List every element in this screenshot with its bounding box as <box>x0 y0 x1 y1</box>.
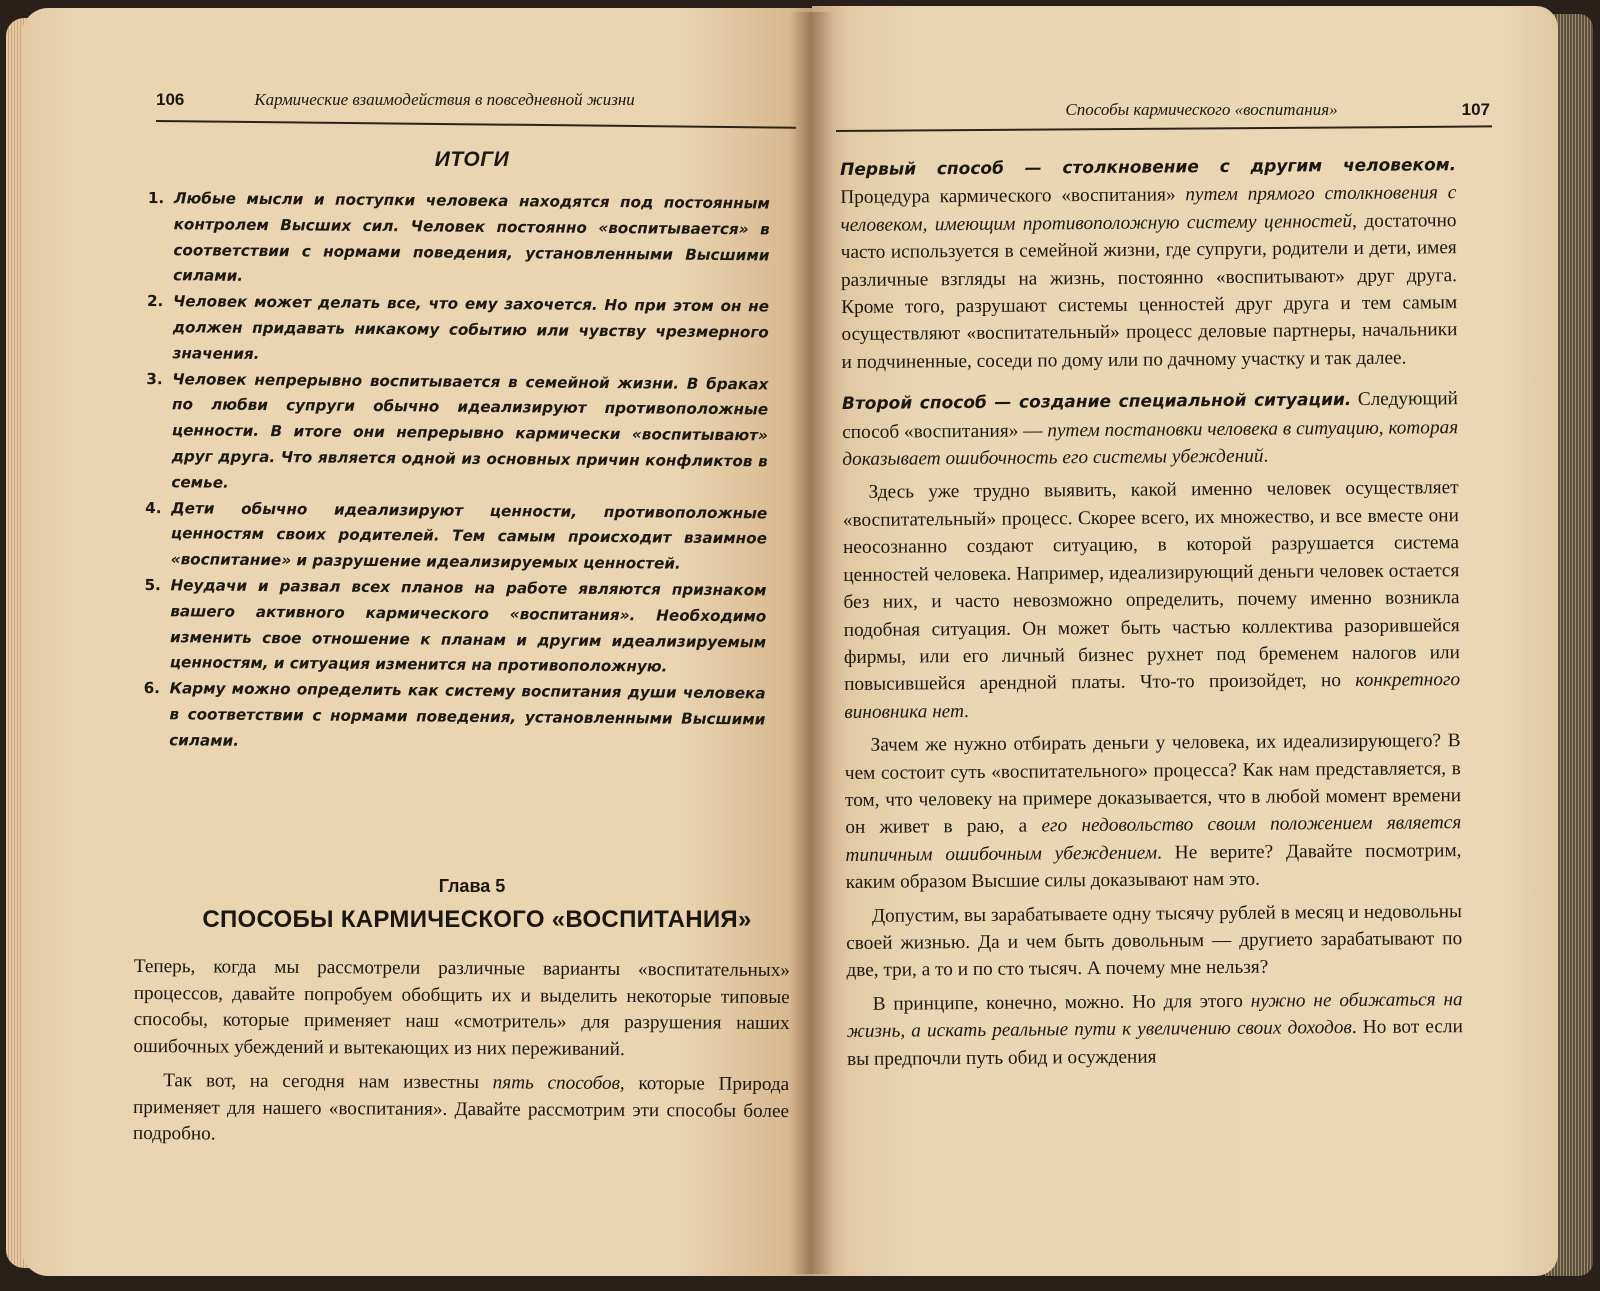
emphasis: путем постановки человека в ситуацию, которая доказывает ошибочность его системы убеждений <box>842 416 1459 471</box>
running-title: Кармические взаимодействия в повседневной жизни <box>254 90 635 109</box>
text-run: , достаточно часто используется в семейной жизни, где супруги, родители и дети, имея различные взгляды на жизнь, постоянно «воспитывают» друг друга. Кроме того, разрушают системы ценностей друг друга и тем самым осуществляют «воспитательный» процесс деловые партнеры, начальники и подчиненные, соседи по дому или по дачному участку и так далее. <box>840 209 1458 373</box>
item-text: Любые мысли и поступки человека находятся под постоянным контролем Высших сил. Человек постоянно «воспитывается» в соответствии с нормами поведения, установленными Высшими силами. <box>173 189 770 286</box>
text-run: . Не верите? Давайте посмотрим, каким образом Высшие силы доказывают нам это. <box>845 839 1462 894</box>
paragraph <box>842 385 1459 473</box>
book-gutter <box>790 12 834 1274</box>
item-number: 2. <box>146 292 164 311</box>
text-run: . <box>963 700 969 722</box>
chapter-title: СПОСОБЫ КАРМИЧЕСКОГО «ВОСПИТАНИЯ» <box>202 906 752 933</box>
page-number: 107 <box>1461 100 1490 119</box>
list-item <box>143 676 766 759</box>
paragraph <box>840 151 1458 376</box>
text-run: Так вот, на сегодня нам известны <box>163 1070 493 1094</box>
text-run: Следующий способ «воспитания» — <box>842 388 1458 443</box>
left-page <box>22 8 820 1276</box>
header-rule <box>156 120 796 129</box>
list-item <box>145 367 768 501</box>
text-run: Зачем же нужно отбирать деньги у человека, их идеализирующего? В чем состоит суть «воспитательного» процесса? Как нам представляется, в том, что человеку на примере доказывается, что в любой момент времени он живет в раю, а <box>844 730 1462 839</box>
emphasis: его недовольство своим положением является типичным ошибочным убеждением <box>845 812 1462 866</box>
summary-list <box>143 186 770 759</box>
item-number: 4. <box>145 498 162 517</box>
list-item <box>147 186 770 295</box>
item-text: Человек может делать все, что ему захочется. Но при этом он не должен придавать никакому событию или чувству чрезмерного значения. <box>172 292 770 363</box>
right-page-header <box>838 100 1490 120</box>
chapter-label: Глава 5 <box>438 876 506 896</box>
text-run: Здесь уже трудно выявить, какой именно человек осуществляет «воспитательный» процесс. Скорее всего, их множество, и все вместе они неосознанно создают ситуацию, в которой разрушается система ценностей человека. Например, идеализирующий деньги человек остается без них, и часто невозможно определить, почему именно возникла подобная ситуация. Он может быть частью коллектива разорившейся фирмы, или его личный бизнес рухнет под бременем налогов или повысившейся арендной платы. Что-то произойдет, но <box>842 477 1461 696</box>
item-text: Карму можно определить как систему воспитания души человека в соответствии с нормами поведения, установленными Высшими силами. <box>169 679 766 750</box>
left-page-header <box>156 90 806 110</box>
paragraph <box>843 475 1461 726</box>
item-number: 1. <box>147 188 165 208</box>
text-run: В принципе, конечно, можно. Но для этого <box>872 990 1251 1015</box>
emphasis: путем прямого столкновения с человеком, имеющим противоположную систему ценностей <box>840 182 1457 236</box>
summary-heading: ИТОГИ <box>434 148 510 171</box>
header-rule <box>836 125 1492 132</box>
text-run: , которые Природа применяет для нашего «воспитания». Давайте рассмотрим эти способы более подробно. <box>132 1072 790 1145</box>
item-text: Человек непрерывно воспитывается в семейной жизни. В браках по любви супруги обычно идеализируют противоположные ценности. В итоге они непрерывно кармически «воспитывают» друг друга. Что является одной из основных причин конфликтов в семье. <box>171 369 769 492</box>
intro-paragraph: Теперь, когда мы рассмотрели различные варианты «воспитательных» процессов, давайте попробуем обобщить их и выделить некоторые типовые способы, которые применяет наш «смотритель» для разрушения наших ошибочных убеждений и вытекающих из них переживаний. <box>133 955 790 1060</box>
text-run: Процедура кармического «воспитания» <box>840 184 1186 209</box>
item-number: 3. <box>146 369 163 388</box>
paragraph <box>133 1068 789 1152</box>
emphasis: нужно не обижаться на жизнь, а искать реальные пути к увеличению своих доходов <box>846 988 1463 1043</box>
paragraph <box>847 986 1464 1073</box>
right-page <box>812 6 1558 1276</box>
emphasis: пять способов <box>492 1072 621 1094</box>
text-run: . <box>1263 445 1269 467</box>
item-number: 6. <box>143 679 161 698</box>
emphasis: конкретного виновника нет <box>844 669 1461 723</box>
paragraph: Допустим, вы зарабатываете одну тысячу рублей в месяц и недовольны своей жизнью. Да и чем быть довольным — другието зарабатывают по две, три, а то и по сто тысяч. А почему мне нельзя? <box>846 900 1463 982</box>
method-heading: Первый способ — столкновение с другим человеком. <box>840 155 1457 180</box>
page-number: 106 <box>156 90 185 109</box>
list-item <box>144 573 767 682</box>
item-number: 5. <box>144 575 161 595</box>
text-run: . Но вот если вы предпочли путь обид и осуждения <box>847 1016 1463 1070</box>
item-text: Дети обычно идеализируют ценности, противоположные ценностям своих родителей. Тем самым происходит взаимное «воспитание» и разрушение идеализируемых ценностей. <box>170 498 768 573</box>
paragraph <box>845 727 1462 896</box>
right-body-text <box>840 151 1463 1073</box>
list-item <box>146 289 769 372</box>
method-heading: Второй способ — создание специальной ситуации. <box>841 390 1352 415</box>
running-title: Способы кармического «воспитания» <box>1065 100 1338 119</box>
item-text: Неудачи и развал всех планов на работе являются признаком вашего активного кармического «воспитания». Необходимо изменить свое отношение к планам и другим идеализируемым ценностям, и ситуация изменится на противоположную. <box>169 576 767 676</box>
list-item <box>145 496 768 579</box>
left-body-text <box>133 954 790 1152</box>
